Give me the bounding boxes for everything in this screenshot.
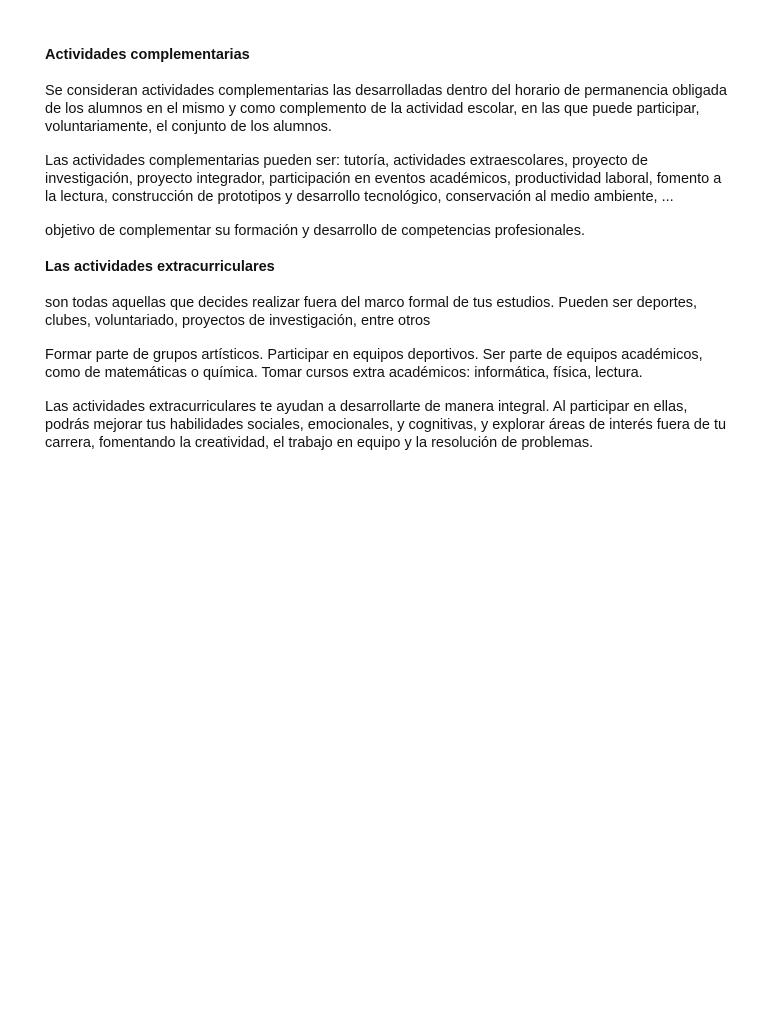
- paragraph-types: Las actividades complementarias pueden ser: tutoría, actividades extraescolares, proyecto de investigación, proyecto integrador, participación en eventos académicos, productividad laboral, fomento a la lectura, construcción de prototipos y desarrollo tecnológico, conservación al medio ambiente, ...: [45, 153, 722, 205]
- paragraph-definition: Se consideran actividades complementarias las desarrolladas dentro del horario de permanencia obligada de los alumnos en el mismo y como complemento de la actividad escolar, en las que puede participar, voluntariamente, el conjunto de los alumnos.: [45, 83, 727, 135]
- paragraph-extracurricular-examples: Formar parte de grupos artísticos. Participar en equipos deportivos. Ser parte de equipos académicos, como de matemáticas o química. Tomar cursos extra académicos: informática, física, lectura.: [45, 347, 703, 381]
- paragraph-extracurricular-definition: son todas aquellas que decides realizar fuera del marco formal de tus estudios. Pueden ser deportes, clubes, voluntariado, proyectos de investigación, entre otros: [45, 295, 698, 329]
- heading-actividades-extracurriculares: Las actividades extracurriculares: [45, 259, 275, 275]
- paragraph-extracurricular-benefits: Las actividades extracurriculares te ayudan a desarrollarte de manera integral. Al participar en ellas, podrás mejorar tus habilidades sociales, emocionales, y cognitivas, y explorar áreas de interés fuera de tu carrera, fomentando la creatividad, el trabajo en equipo y la resolución de problemas.: [45, 399, 727, 451]
- document-page: [45, 44, 735, 468]
- heading-actividades-complementarias: Actividades complementarias: [45, 47, 250, 63]
- paragraph-objective: objetivo de complementar su formación y desarrollo de competencias profesionales.: [45, 223, 586, 239]
